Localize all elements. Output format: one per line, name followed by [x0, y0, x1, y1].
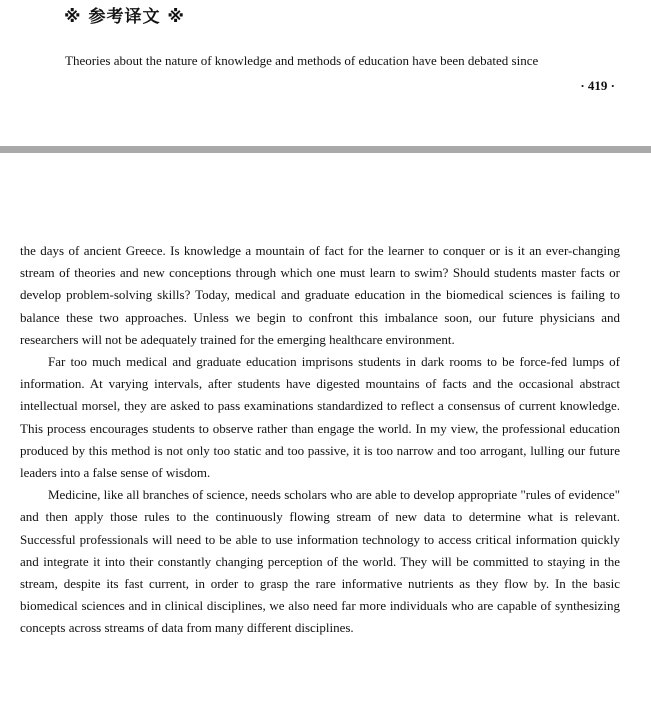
- paragraph-3: Medicine, like all branches of science, needs scholars who are able to develop appropriate "rules of evidence" and then apply those rules to the continuously flowing stream of new data to determine what is relevant. Successful professionals will need to be able to use information technology to access critical information quickly and integrate it into their constantly changing perception of the world. They will be committed to staying in the stream, despite its fast current, in order to grasp the rare informative nutrients as they flow by. In the basic biomedical sciences and in clinical disciplines, we also need far more individuals who are capable of synthesizing concepts across streams of data from many different disciplines.: [20, 487, 620, 636]
- paragraph-1: the days of ancient Greece. Is knowledge a mountain of fact for the learner to conquer or is it an ever-changing stream of theories and new conceptions through which one must learn to swim? Should students master facts or develop problem-solving skills? Today, medical and graduate education in the biomedical sciences is failing to balance these two approaches. Unless we begin to confront this imbalance soon, our future physicians and researchers will not be adequately trained for the emerging healthcare environment.: [20, 243, 620, 347]
- previous-page-bottom: [0, 0, 651, 146]
- page-number: · 419 ·: [580, 78, 615, 93]
- page-divider: [0, 146, 651, 153]
- paragraph-2: Far too much medical and graduate education imprisons students in dark rooms to be force-fed lumps of information. At varying intervals, after students have digested mountains of facts and the occasional abstract intellectual morsel, they are asked to pass examinations standardized to reflect a consensus of current knowledge. This process encourages students to observe rather than engage the world. In my view, the professional education produced by this method is not only too static and too passive, it is too narrow and too arrogant, lulling our future leaders into a false sense of wisdom.: [20, 354, 620, 481]
- opening-sentence: Theories about the nature of knowledge and methods of education have been debated since: [65, 53, 539, 68]
- section-heading: ※ 参考译文 ※: [64, 7, 185, 27]
- translation-body: [20, 240, 620, 640]
